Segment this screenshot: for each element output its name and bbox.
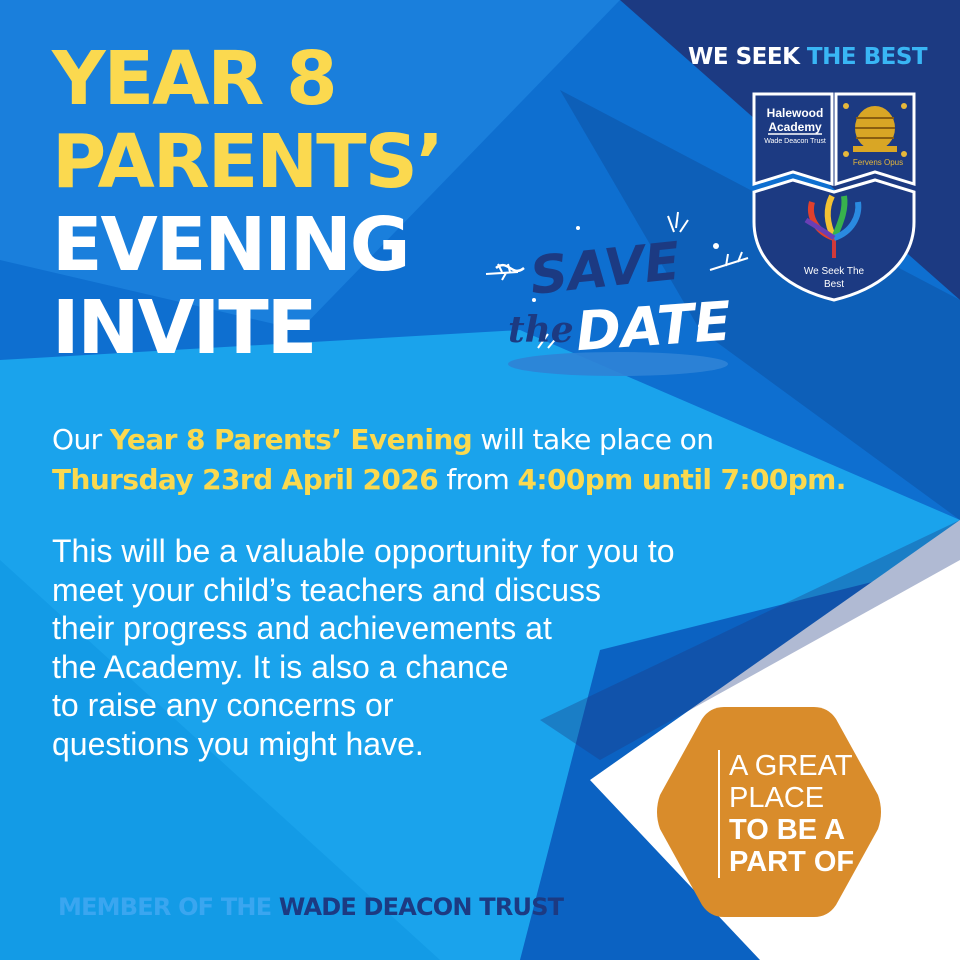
- crest-latin-motto: Fervens Opus: [852, 158, 904, 167]
- school-motto: [688, 44, 927, 70]
- crest-school-name-1: Halewood: [766, 106, 824, 120]
- crest-motto-2: Best: [823, 279, 844, 290]
- event-details: [52, 420, 952, 500]
- description-line: meet your child’s teachers and discuss: [52, 571, 602, 608]
- footer-part-2: WADE DEACON TRUST: [278, 893, 564, 921]
- badge-line-3: TO BE A: [729, 814, 846, 846]
- description-line: their progress and achievements at: [52, 610, 552, 646]
- intro-prefix: Our: [52, 423, 102, 456]
- footer-trust-membership: [58, 893, 563, 921]
- description-line: the Academy. It is also a chance: [52, 648, 509, 685]
- headline-line-1: YEAR 8: [52, 36, 336, 122]
- description-line: This will be a valuable opportunity for you to: [52, 533, 675, 569]
- headline-line-3: EVENING: [52, 202, 409, 288]
- event-name: Year 8 Parents’ Evening: [109, 423, 473, 456]
- date-text: DATE: [573, 289, 734, 364]
- crest-trust-name: Wade Deacon Trust: [764, 138, 826, 145]
- footer-part-1: MEMBER OF THE: [58, 893, 272, 921]
- description-line: to raise any concerns or: [52, 687, 394, 723]
- badge-text: [718, 750, 854, 878]
- crest-school-name-2: Academy: [768, 120, 822, 134]
- headline-line-2: PARENTS’: [52, 119, 443, 205]
- event-time: 4:00pm until 7:00pm.: [517, 463, 846, 496]
- event-date: Thursday 23rd April 2026: [52, 463, 439, 496]
- save-the-date-graphic: [478, 208, 758, 398]
- motto-part-2: THE BEST: [806, 44, 928, 70]
- description-line: questions you might have.: [52, 725, 424, 762]
- save-text: SAVE: [527, 231, 683, 307]
- badge-line-2: PLACE: [729, 782, 825, 814]
- badge-line-1: A GREAT: [729, 750, 853, 782]
- intro-middle: will take place on: [480, 423, 714, 456]
- intro-from: from: [446, 463, 510, 496]
- headline-line-4: INVITE: [52, 285, 316, 371]
- the-text: the: [508, 309, 574, 351]
- description-paragraph: [52, 532, 752, 763]
- badge-line-4: PART OF: [729, 846, 855, 878]
- headline: [52, 38, 442, 370]
- crest-motto-1: We Seek The: [803, 266, 865, 277]
- motto-part-1: WE SEEK: [688, 44, 800, 70]
